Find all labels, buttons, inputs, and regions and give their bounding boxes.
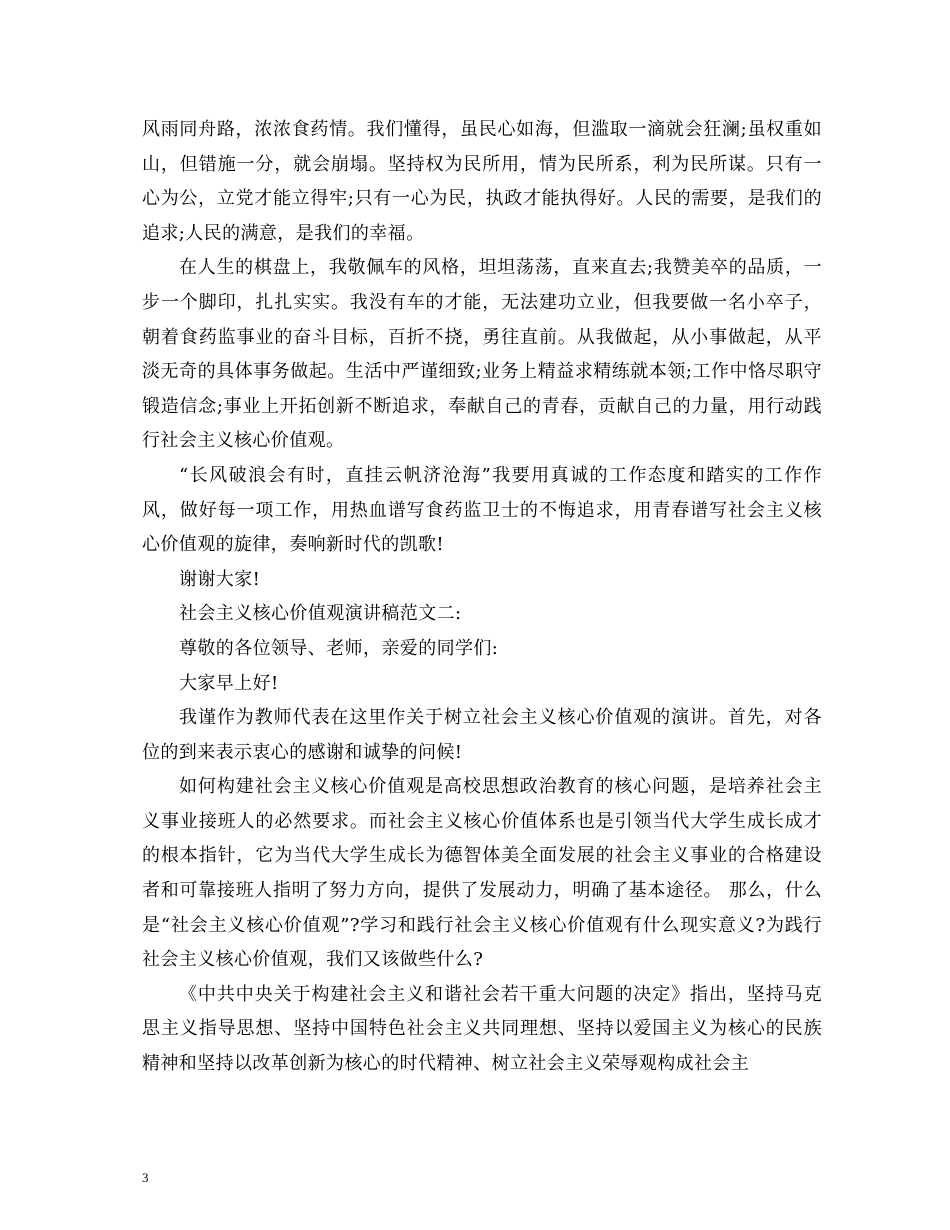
paragraph-9: 如何构建社会主义核心价值观是高校思想政治教育的核心问题，是培养社会主义事业接班人的必然要求。而社会主义核心价值体系也是引领当代大学生成长成才的根本指针，它为当代大学生成长为德智体美全面发展的社会主义事业的合格建设者和可靠接班人指明了努力方向，提供了发展动力，明确了基本途径。 那么，什么是“社会主义核心价值观”?学习和践行社会主义核心价值观有什么现实意义?为践行社会主义核心价值观，我们又该做些什么? xyxy=(142,776,822,971)
paragraph-1: 风雨同舟路，浓浓食药情。我们懂得，虽民心如海，但滥取一滴就会狂澜;虽权重如山，但错施一分，就会崩塌。坚持权为民所用，情为民所系，利为民所谋。只有一心为公，立党才能立得牢;只有一心为民，执政才能执得好。人民的需要，是我们的追求;人民的满意，是我们的幸福。 xyxy=(142,119,822,244)
document-body xyxy=(142,113,822,1082)
page-number: 3 xyxy=(142,1170,149,1185)
paragraph-4: 谢谢大家! xyxy=(179,568,261,590)
paragraph-6: 尊敬的各位领导、老师，亲爱的同学们: xyxy=(179,637,499,659)
paragraph-5: 社会主义核心价值观演讲稿范文二: xyxy=(179,603,462,625)
paragraph-3: “长风破浪会有时，直挂云帆济沧海”我要用真诚的工作态度和踏实的工作作风，做好每一项工作，用热血谱写食药监卫士的不悔追求，用青春谱写社会主义核心价值观的旋律，奏响新时代的凯歌! xyxy=(142,464,822,556)
paragraph-7: 大家早上好! xyxy=(179,672,279,694)
paragraph-10: 《中共中央关于构建社会主义和谐社会若干重大问题的决定》指出，坚持马克思主义指导思想、坚持中国特色社会主义共同理想、坚持以爱国主义为核心的民族精神和坚持以改革创新为核心的时代精神、树立社会主义荣辱观构成社会主 xyxy=(142,983,822,1075)
paragraph-8: 我谨作为教师代表在这里作关于树立社会主义核心价值观的演讲。首先，对各位的到来表示衷心的感谢和诚挚的问候! xyxy=(142,707,822,763)
paragraph-2: 在人生的棋盘上，我敬佩车的风格，坦坦荡荡，直来直去;我赞美卒的品质，一步一个脚印，扎扎实实。我没有车的才能，无法建功立业，但我要做一名小卒子，朝着食药监事业的奋斗目标，百折不挠，勇往直前。从我做起，从小事做起，从平淡无奇的具体事务做起。生活中严谨细致;业务上精益求精练就本领;工作中恪尽职守锻造信念;事业上开拓创新不断追求，奉献自己的青春，贡献自己的力量，用行动践行社会主义核心价值观。 xyxy=(142,257,822,452)
